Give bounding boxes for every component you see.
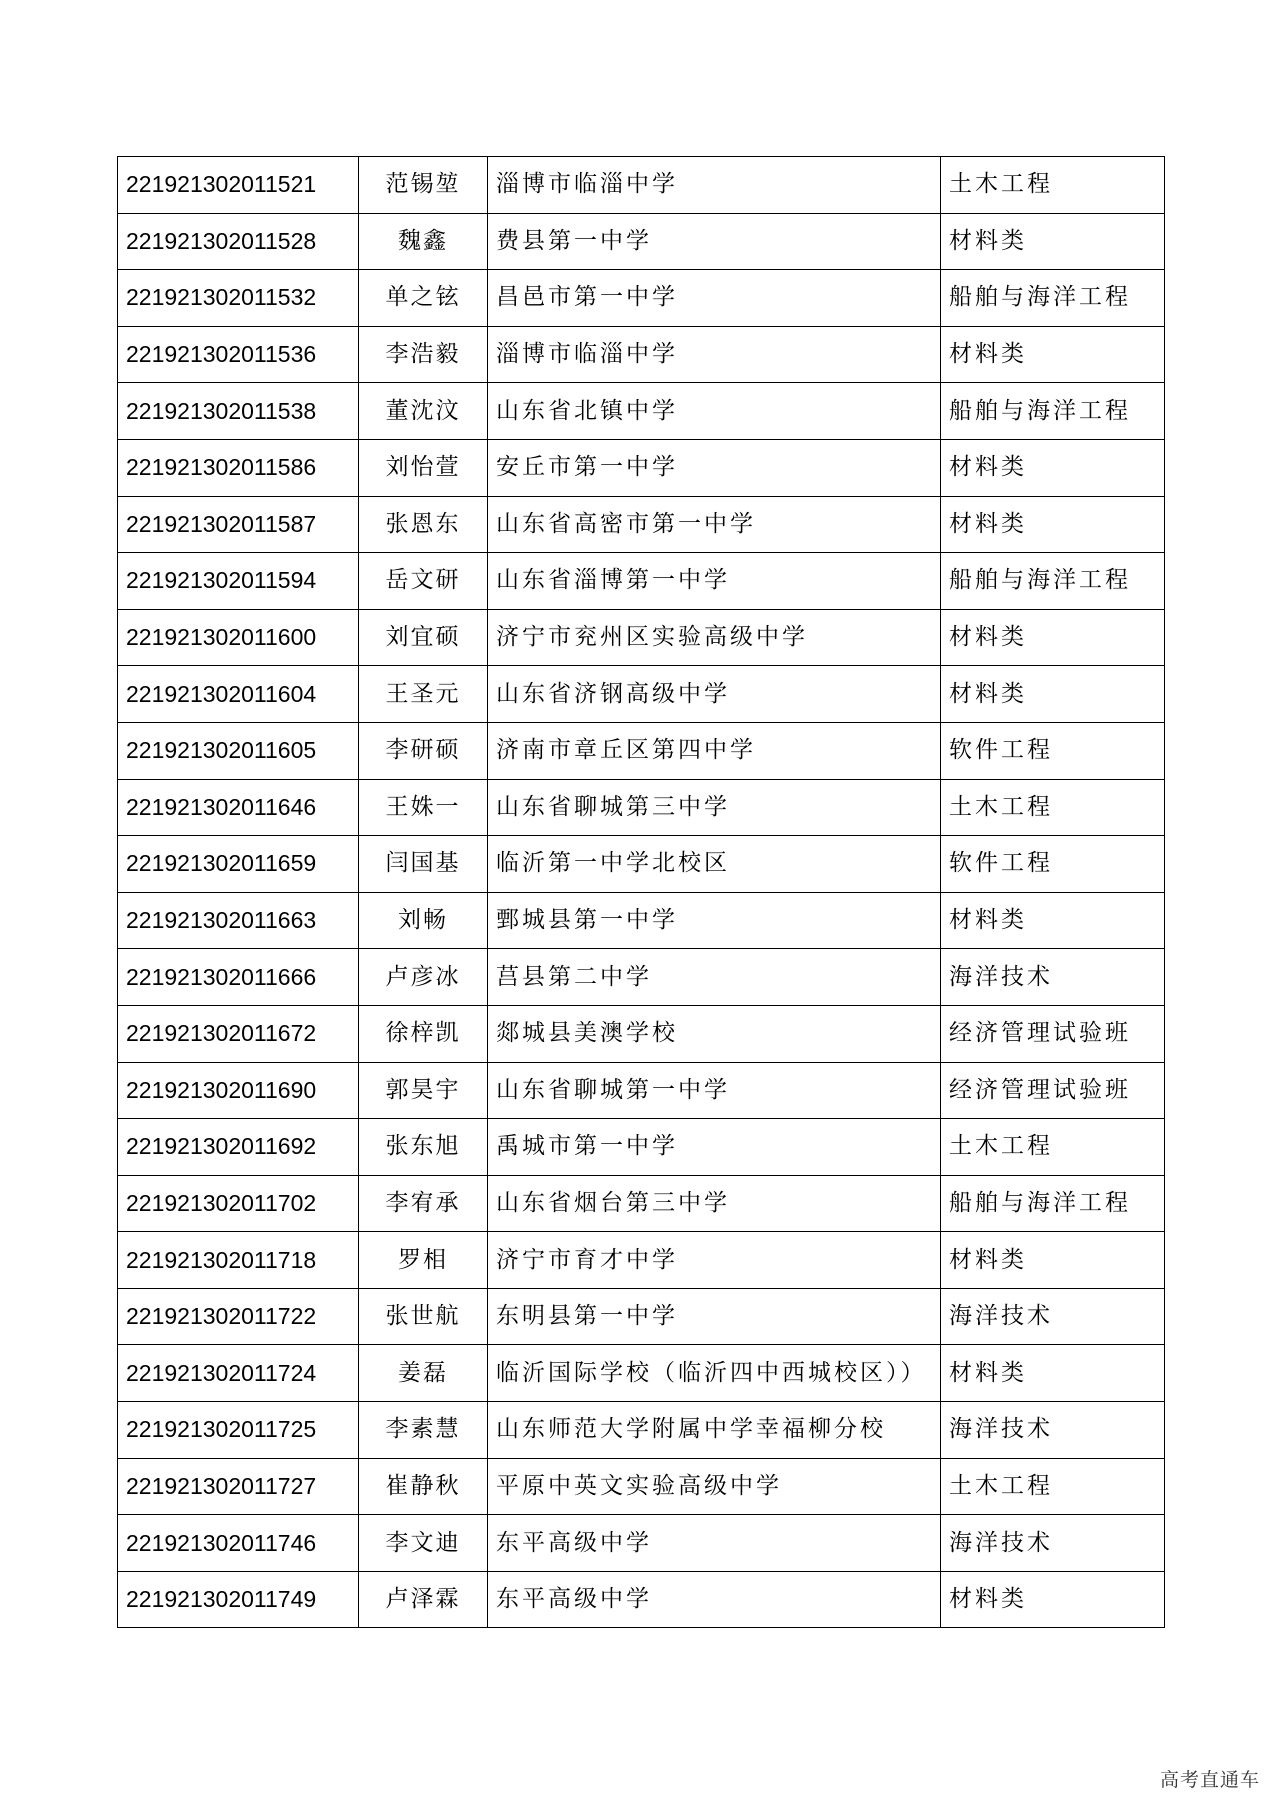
student-id-cell: 221921302011521	[118, 157, 359, 214]
major-cell: 土木工程	[941, 779, 1165, 836]
major-cell: 材料类	[941, 439, 1165, 496]
student-id-cell: 221921302011725	[118, 1402, 359, 1459]
student-id-cell: 221921302011749	[118, 1571, 359, 1628]
student-name-cell: 董沈汶	[359, 383, 488, 440]
student-name-cell: 李研硕	[359, 722, 488, 779]
school-cell: 东平高级中学	[488, 1571, 941, 1628]
table-row	[118, 1402, 1165, 1459]
student-name-cell: 徐梓凯	[359, 1005, 488, 1062]
table-row	[118, 609, 1165, 666]
table-row	[118, 836, 1165, 893]
major-cell: 土木工程	[941, 1458, 1165, 1515]
major-cell: 材料类	[941, 892, 1165, 949]
student-id-cell: 221921302011532	[118, 270, 359, 327]
student-id-cell: 221921302011692	[118, 1119, 359, 1176]
student-name-cell: 张东旭	[359, 1119, 488, 1176]
roster-body	[118, 157, 1165, 1628]
school-cell: 临沂第一中学北校区	[488, 836, 941, 893]
table-row	[118, 1288, 1165, 1345]
major-cell: 船舶与海洋工程	[941, 383, 1165, 440]
table-row	[118, 722, 1165, 779]
student-name-cell: 李文迪	[359, 1515, 488, 1572]
student-name-cell: 闫国基	[359, 836, 488, 893]
school-cell: 济宁市育才中学	[488, 1232, 941, 1289]
table-row	[118, 496, 1165, 553]
table-row	[118, 553, 1165, 610]
student-id-cell: 221921302011702	[118, 1175, 359, 1232]
table-row	[118, 949, 1165, 1006]
student-id-cell: 221921302011724	[118, 1345, 359, 1402]
major-cell: 海洋技术	[941, 1515, 1165, 1572]
student-name-cell: 姜磊	[359, 1345, 488, 1402]
student-name-cell: 王圣元	[359, 666, 488, 723]
student-id-cell: 221921302011538	[118, 383, 359, 440]
student-id-cell: 221921302011722	[118, 1288, 359, 1345]
student-name-cell: 魏鑫	[359, 213, 488, 270]
school-cell: 安丘市第一中学	[488, 439, 941, 496]
major-cell: 材料类	[941, 1345, 1165, 1402]
major-cell: 材料类	[941, 666, 1165, 723]
table-row	[118, 270, 1165, 327]
table-row	[118, 1119, 1165, 1176]
major-cell: 材料类	[941, 496, 1165, 553]
school-cell: 东明县第一中学	[488, 1288, 941, 1345]
school-cell: 山东师范大学附属中学幸福柳分校	[488, 1402, 941, 1459]
student-name-cell: 卢泽霖	[359, 1571, 488, 1628]
student-id-cell: 221921302011666	[118, 949, 359, 1006]
school-cell: 东平高级中学	[488, 1515, 941, 1572]
student-name-cell: 单之铉	[359, 270, 488, 327]
major-cell: 经济管理试验班	[941, 1005, 1165, 1062]
student-name-cell: 郭昊宇	[359, 1062, 488, 1119]
student-name-cell: 李浩毅	[359, 326, 488, 383]
major-cell: 材料类	[941, 1571, 1165, 1628]
school-cell: 山东省烟台第三中学	[488, 1175, 941, 1232]
table-row	[118, 1232, 1165, 1289]
major-cell: 经济管理试验班	[941, 1062, 1165, 1119]
school-cell: 平原中英文实验高级中学	[488, 1458, 941, 1515]
school-cell: 济宁市兖州区实验高级中学	[488, 609, 941, 666]
student-name-cell: 李素慧	[359, 1402, 488, 1459]
table-row	[118, 1062, 1165, 1119]
major-cell: 软件工程	[941, 836, 1165, 893]
school-cell: 淄博市临淄中学	[488, 326, 941, 383]
major-cell: 土木工程	[941, 157, 1165, 214]
table-row	[118, 326, 1165, 383]
major-cell: 材料类	[941, 213, 1165, 270]
table-row	[118, 1458, 1165, 1515]
major-cell: 船舶与海洋工程	[941, 553, 1165, 610]
student-name-cell: 范锡堃	[359, 157, 488, 214]
student-id-cell: 221921302011727	[118, 1458, 359, 1515]
table-row	[118, 213, 1165, 270]
student-id-cell: 221921302011672	[118, 1005, 359, 1062]
student-id-cell: 221921302011605	[118, 722, 359, 779]
student-id-cell: 221921302011690	[118, 1062, 359, 1119]
school-cell: 莒县第二中学	[488, 949, 941, 1006]
major-cell: 软件工程	[941, 722, 1165, 779]
student-name-cell: 岳文研	[359, 553, 488, 610]
major-cell: 材料类	[941, 326, 1165, 383]
table-row	[118, 779, 1165, 836]
school-cell: 费县第一中学	[488, 213, 941, 270]
school-cell: 山东省北镇中学	[488, 383, 941, 440]
student-name-cell: 罗相	[359, 1232, 488, 1289]
school-cell: 禹城市第一中学	[488, 1119, 941, 1176]
student-name-cell: 刘宜硕	[359, 609, 488, 666]
table-row	[118, 1345, 1165, 1402]
major-cell: 海洋技术	[941, 949, 1165, 1006]
school-cell: 山东省聊城第三中学	[488, 779, 941, 836]
student-id-cell: 221921302011604	[118, 666, 359, 723]
student-name-cell: 刘怡萱	[359, 439, 488, 496]
table-row	[118, 666, 1165, 723]
major-cell: 海洋技术	[941, 1402, 1165, 1459]
student-name-cell: 张恩东	[359, 496, 488, 553]
student-id-cell: 221921302011646	[118, 779, 359, 836]
student-id-cell: 221921302011528	[118, 213, 359, 270]
table-row	[118, 1571, 1165, 1628]
school-cell: 昌邑市第一中学	[488, 270, 941, 327]
table-row	[118, 892, 1165, 949]
student-id-cell: 221921302011600	[118, 609, 359, 666]
student-name-cell: 张世航	[359, 1288, 488, 1345]
student-id-cell: 221921302011594	[118, 553, 359, 610]
student-id-cell: 221921302011718	[118, 1232, 359, 1289]
student-name-cell: 崔静秋	[359, 1458, 488, 1515]
table-row	[118, 1515, 1165, 1572]
major-cell: 船舶与海洋工程	[941, 1175, 1165, 1232]
major-cell: 海洋技术	[941, 1288, 1165, 1345]
watermark-text: 高考直通车	[1159, 1769, 1260, 1791]
table-row	[118, 1175, 1165, 1232]
admission-roster-table	[117, 156, 1165, 1628]
table-row	[118, 383, 1165, 440]
school-cell: 山东省聊城第一中学	[488, 1062, 941, 1119]
student-id-cell: 221921302011746	[118, 1515, 359, 1572]
major-cell: 船舶与海洋工程	[941, 270, 1165, 327]
school-cell: 济南市章丘区第四中学	[488, 722, 941, 779]
student-id-cell: 221921302011663	[118, 892, 359, 949]
school-cell: 山东省济钢高级中学	[488, 666, 941, 723]
major-cell: 材料类	[941, 609, 1165, 666]
student-name-cell: 卢彦冰	[359, 949, 488, 1006]
table-row	[118, 157, 1165, 214]
student-name-cell: 刘畅	[359, 892, 488, 949]
major-cell: 土木工程	[941, 1119, 1165, 1176]
student-id-cell: 221921302011587	[118, 496, 359, 553]
school-cell: 淄博市临淄中学	[488, 157, 941, 214]
school-cell: 郯城县美澳学校	[488, 1005, 941, 1062]
student-id-cell: 221921302011586	[118, 439, 359, 496]
student-name-cell: 李宥承	[359, 1175, 488, 1232]
major-cell: 材料类	[941, 1232, 1165, 1289]
school-cell: 山东省淄博第一中学	[488, 553, 941, 610]
student-id-cell: 221921302011659	[118, 836, 359, 893]
school-cell: 鄄城县第一中学	[488, 892, 941, 949]
school-cell: 临沂国际学校（临沂四中西城校区））	[488, 1345, 941, 1402]
school-cell: 山东省高密市第一中学	[488, 496, 941, 553]
student-name-cell: 王姝一	[359, 779, 488, 836]
table-row	[118, 439, 1165, 496]
table-row	[118, 1005, 1165, 1062]
student-id-cell: 221921302011536	[118, 326, 359, 383]
